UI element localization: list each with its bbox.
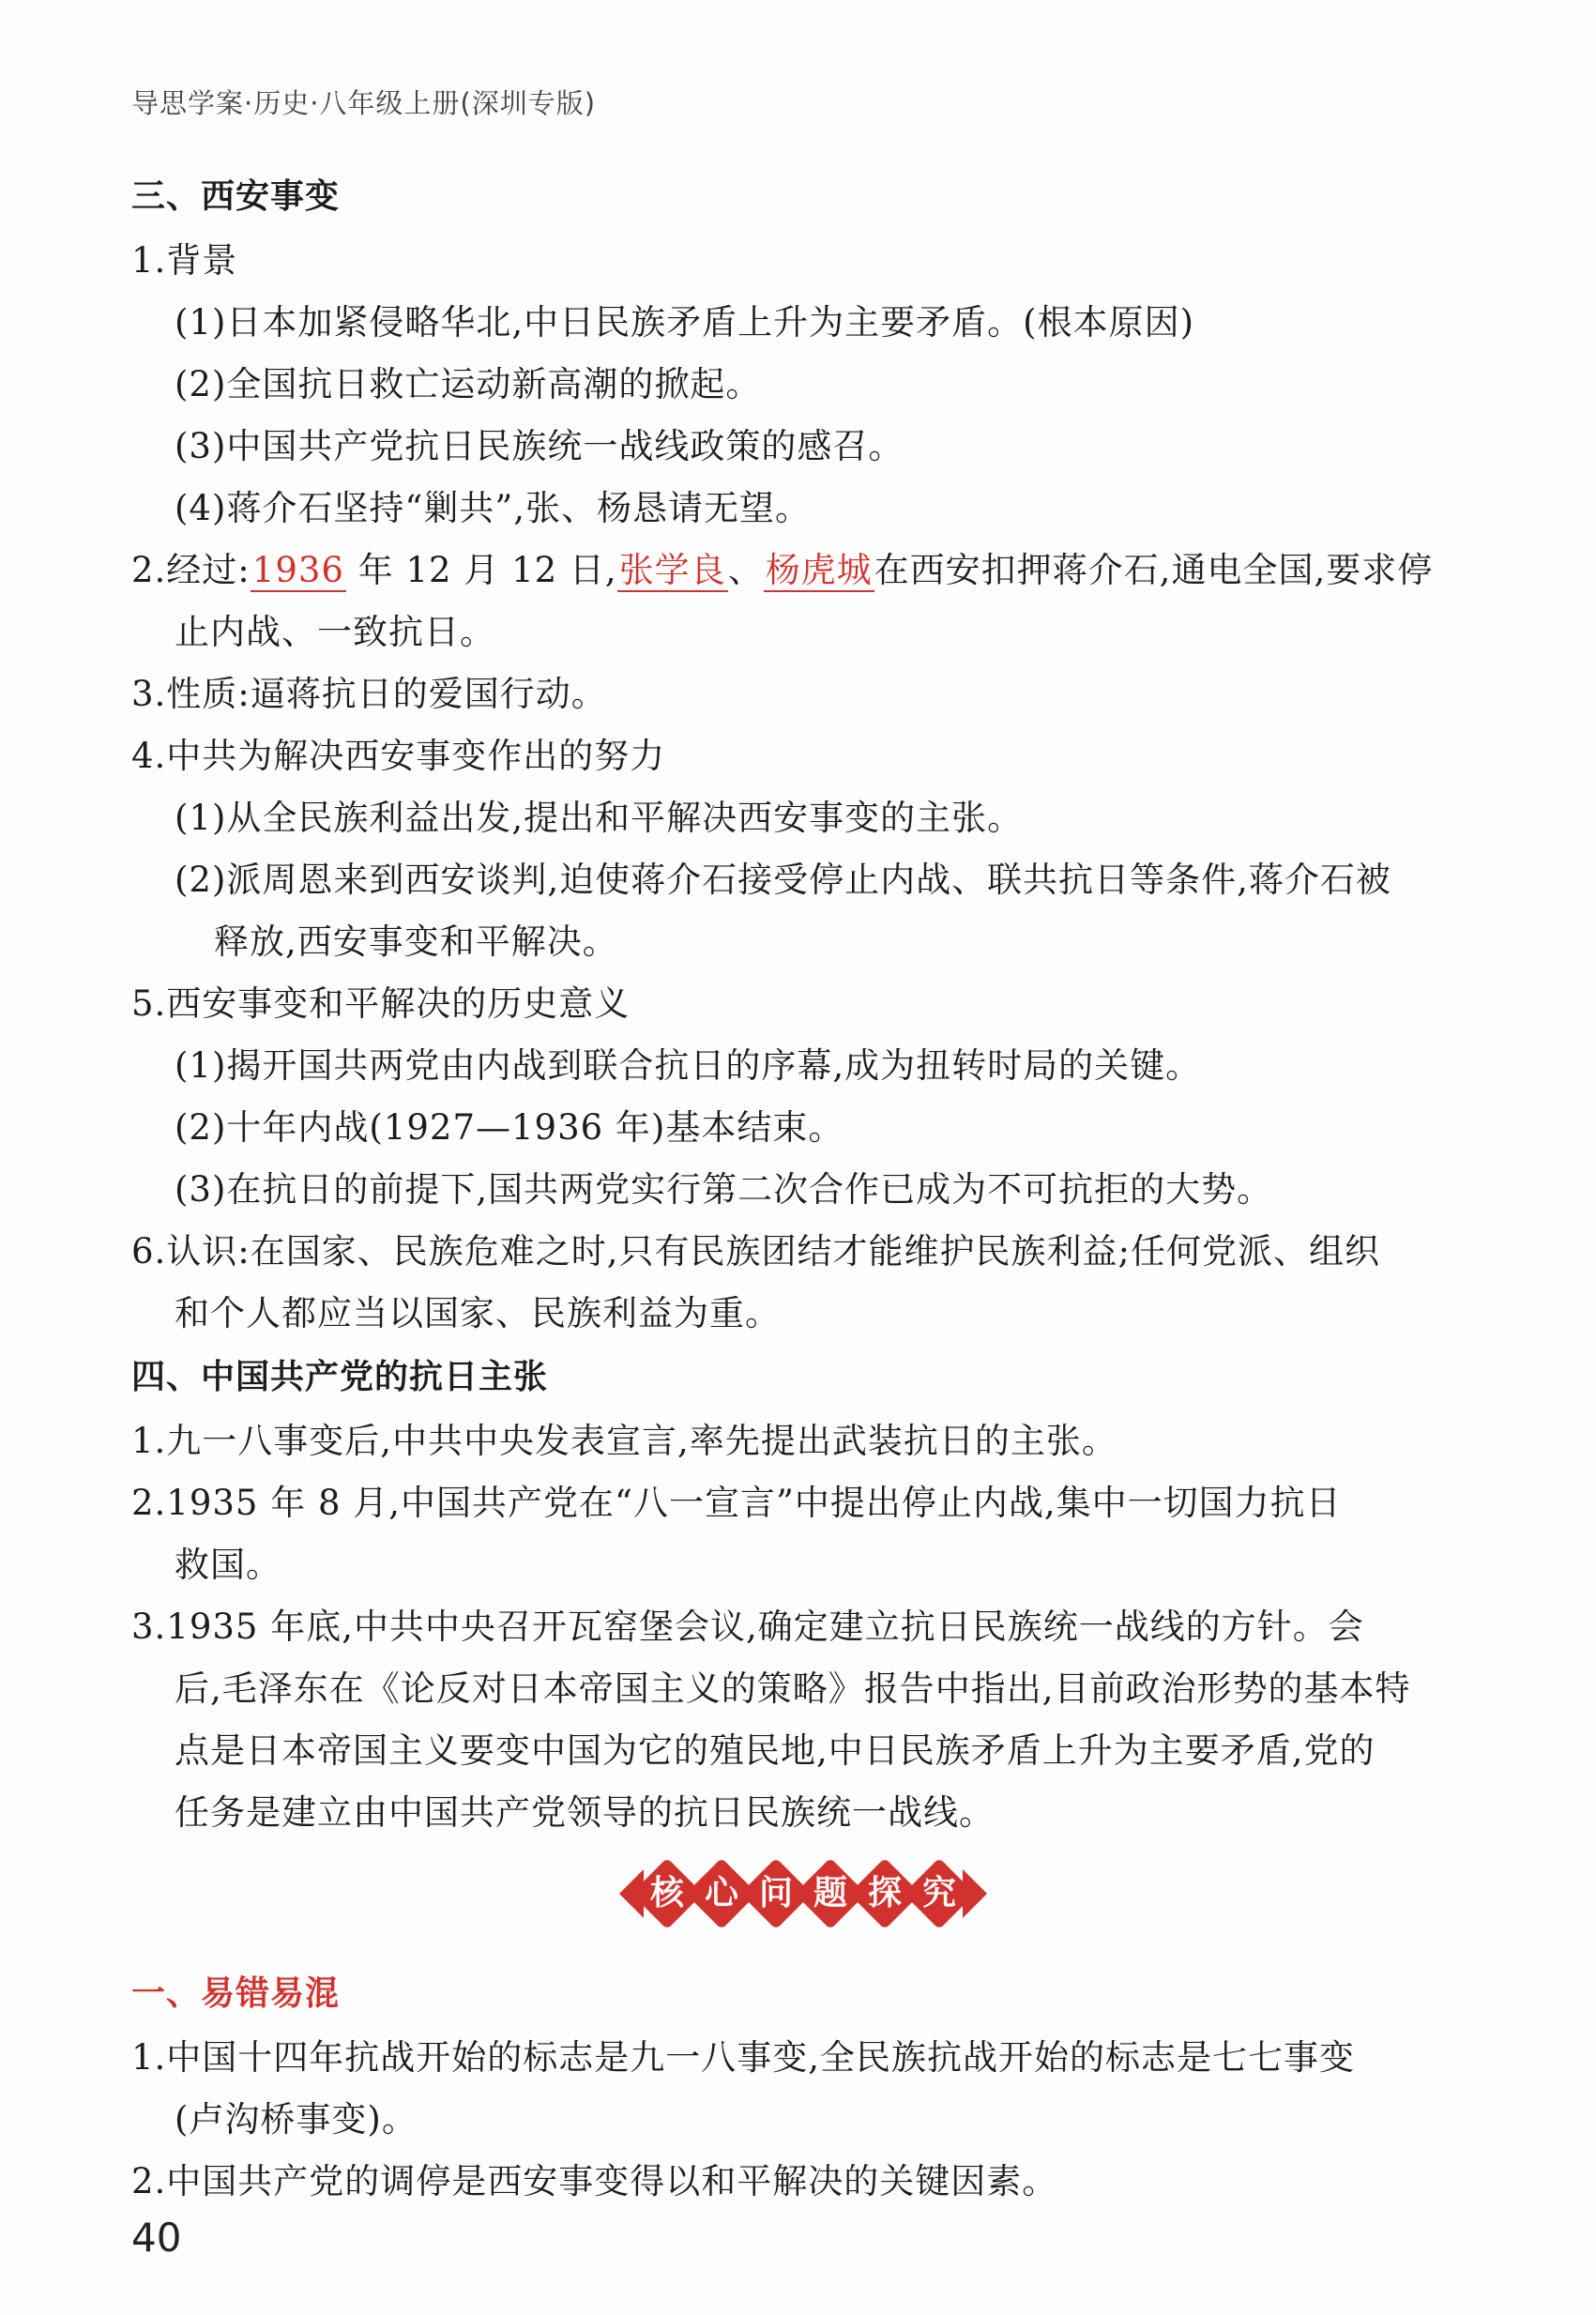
nature-line: 3.性质:逼蒋抗日的爱国行动。: [131, 674, 607, 714]
core-question-banner: [131, 1844, 1501, 1961]
banner-ribbon: [619, 1868, 987, 1919]
stance-item: 1.九一八事变后,中共中央发表宣言,率先提出武装抗日的主张。: [131, 1421, 1117, 1461]
stance-item: 3.1935 年底,中共中央召开瓦窑堡会议,确定建立抗日民族统一战线的方针。会: [131, 1607, 1364, 1647]
background-item: (4)蒋介石坚持“剿共”,张、杨恳请无望。: [175, 488, 812, 528]
answer-fill-year: 1936: [251, 550, 344, 590]
meaning-item: (2)十年内战(1927—1936 年)基本结束。: [175, 1107, 844, 1148]
meaning-title: 5.西安事变和平解决的历史意义: [131, 983, 631, 1024]
effort-title: 4.中共为解决西安事变作出的努力: [131, 736, 666, 776]
answer-fill-person: 张学良: [618, 550, 726, 590]
background-item: (1)日本加紧侵略华北,中日民族矛盾上升为主要矛盾。(根本原因): [175, 302, 1195, 343]
effort-item: (2)派周恩来到西安谈判,迫使蒋介石接受停止内战、联共抗日等条件,蒋介石被: [175, 860, 1391, 900]
meaning-item: (1)揭开国共两党由内战到联合抗日的序幕,成为扭转时局的关键。: [175, 1045, 1202, 1086]
process-continuation: 止内战、一致抗日。: [175, 612, 495, 652]
stance-item-continuation: 后,毛泽东在《论反对日本帝国主义的策略》报告中指出,目前政治形势的基本特: [175, 1668, 1411, 1709]
banner-char-text: 问: [758, 1873, 794, 1912]
section-heading-confusion: 一、易错易混: [131, 1974, 341, 2013]
section-heading-cpc-stance: 四、中国共产党的抗日主张: [131, 1358, 549, 1396]
page-content: [131, 164, 1501, 2213]
process-separator: 、: [727, 550, 764, 590]
answer-fill-person: 杨虎城: [765, 550, 873, 590]
banner-char-text: 题: [813, 1873, 848, 1912]
stance-item: 2.1935 年 8 月,中国共产党在“八一宣言”中提出停止内战,集中一切国力抗日: [131, 1483, 1342, 1523]
stance-item-continuation: 救国。: [175, 1545, 281, 1585]
process-rest: 在西安扣押蒋介石,通电全国,要求停: [874, 550, 1434, 590]
effort-item: (1)从全民族利益出发,提出和平解决西安事变的主张。: [175, 798, 1024, 838]
background-item: (2)全国抗日救亡运动新高潮的掀起。: [175, 364, 762, 404]
banner-char-text: 探: [867, 1873, 903, 1912]
confusion-item: 1.中国十四年抗战开始的标志是九一八事变,全民族抗战开始的标志是七七事变: [131, 2037, 1356, 2078]
section-heading-xian-incident: 三、西安事变: [131, 177, 341, 216]
running-header: 导思学案·历史·八年级上册(深圳专版): [131, 87, 597, 119]
confusion-item: 2.中国共产党的调停是西安事变得以和平解决的关键因素。: [131, 2161, 1058, 2201]
insight-line: 6.认识:在国家、民族危难之时,只有民族团结才能维护民族利益;任何党派、组织: [131, 1231, 1380, 1272]
insight-continuation: 和个人都应当以国家、民族利益为重。: [175, 1293, 781, 1333]
banner-char-text: 核: [649, 1873, 685, 1912]
page-number: 40: [131, 2215, 182, 2261]
stance-item-continuation: 点是日本帝国主义要变中国为它的殖民地,中日民族矛盾上升为主要矛盾,党的: [175, 1730, 1376, 1771]
stance-item-continuation: 任务是建立由中国共产党领导的抗日民族统一战线。: [175, 1792, 995, 1833]
confusion-item-continuation: (卢沟桥事变)。: [175, 2099, 418, 2140]
process-date: 年 12 月 12 日,: [345, 550, 617, 590]
process-line: [131, 540, 1501, 602]
banner-char-text: 心: [704, 1873, 739, 1912]
banner-chars: [640, 1868, 966, 1919]
background-item: (3)中国共产党抗日民族统一战线政策的感召。: [175, 426, 904, 466]
process-prefix: 2.经过:: [131, 550, 251, 590]
meaning-item: (3)在抗日的前提下,国共两党实行第二次合作已成为不可抗拒的大势。: [175, 1169, 1273, 1210]
effort-item-continuation: 释放,西安事变和平解决。: [214, 921, 618, 962]
banner-char-text: 究: [921, 1873, 957, 1912]
background-title: 1.背景: [131, 240, 238, 281]
